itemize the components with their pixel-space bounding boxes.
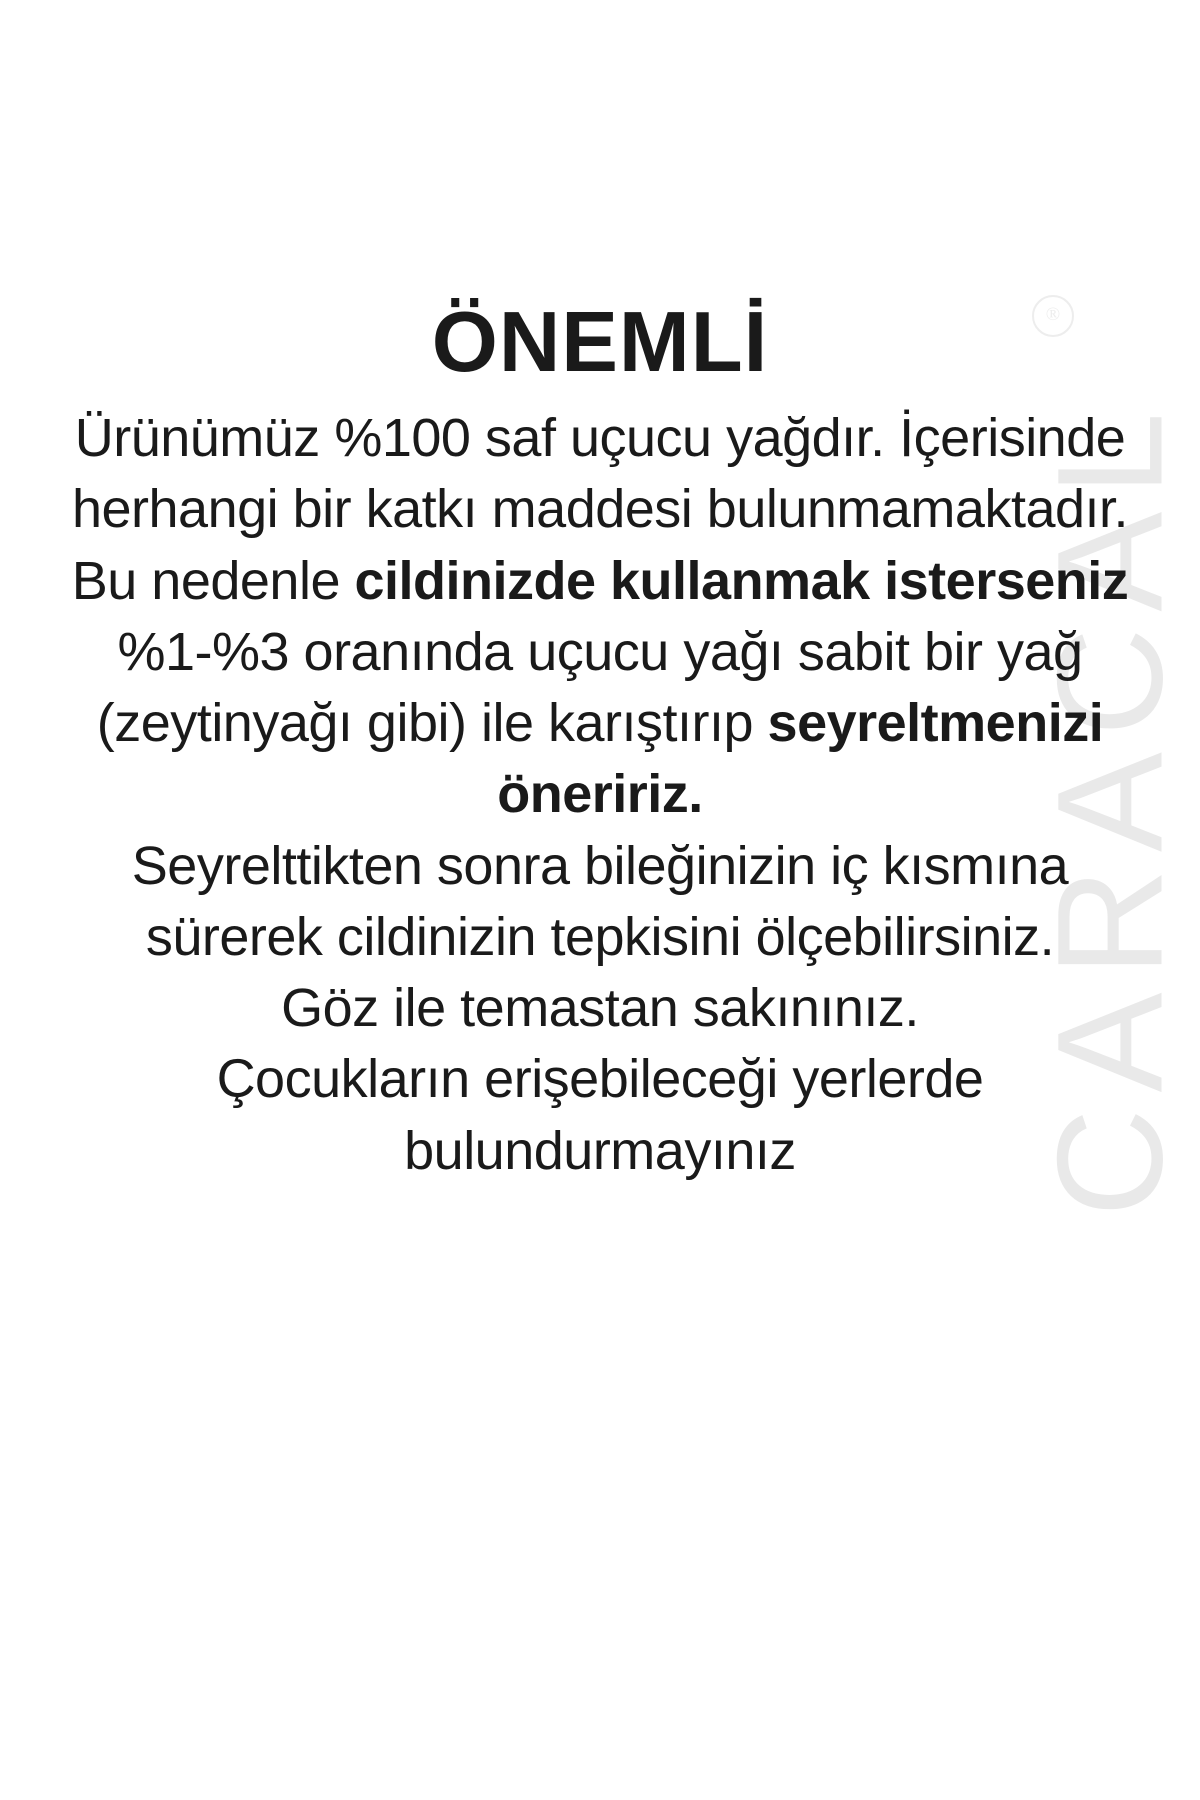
document-content	[0, 295, 1200, 1187]
paragraph-2: Bu nedenle cildinizde kullanmak isterseniz %1-%3 oranında uçucu yağı sabit bir yağ (zeytinyağı gibi) ile karıştırıp seyreltmenizi öneririz.	[71, 550, 1129, 825]
paragraph-4: Göz ile temastan sakınınız.	[281, 978, 919, 1039]
paragraph-1: Ürünümüz %100 saf uçucu yağdır. İçerisinde herhangi bir katkı maddesi bulunmamaktadır.	[71, 408, 1129, 540]
document-body	[70, 403, 1130, 1187]
watermark-brand-text: CARACAL	[1025, 396, 1194, 1217]
paragraph-5: Çocukların erişebileceği yerlerde bulundurmayınız	[216, 1049, 984, 1181]
page-title: ÖNEMLİ	[431, 295, 769, 390]
paragraph-3: Seyrelttikten sonra bileğinizin iç kısmına sürerek cildinizin tepkisini ölçebilirsiniz.	[131, 835, 1069, 967]
registered-trademark-icon: ®	[1032, 295, 1074, 337]
